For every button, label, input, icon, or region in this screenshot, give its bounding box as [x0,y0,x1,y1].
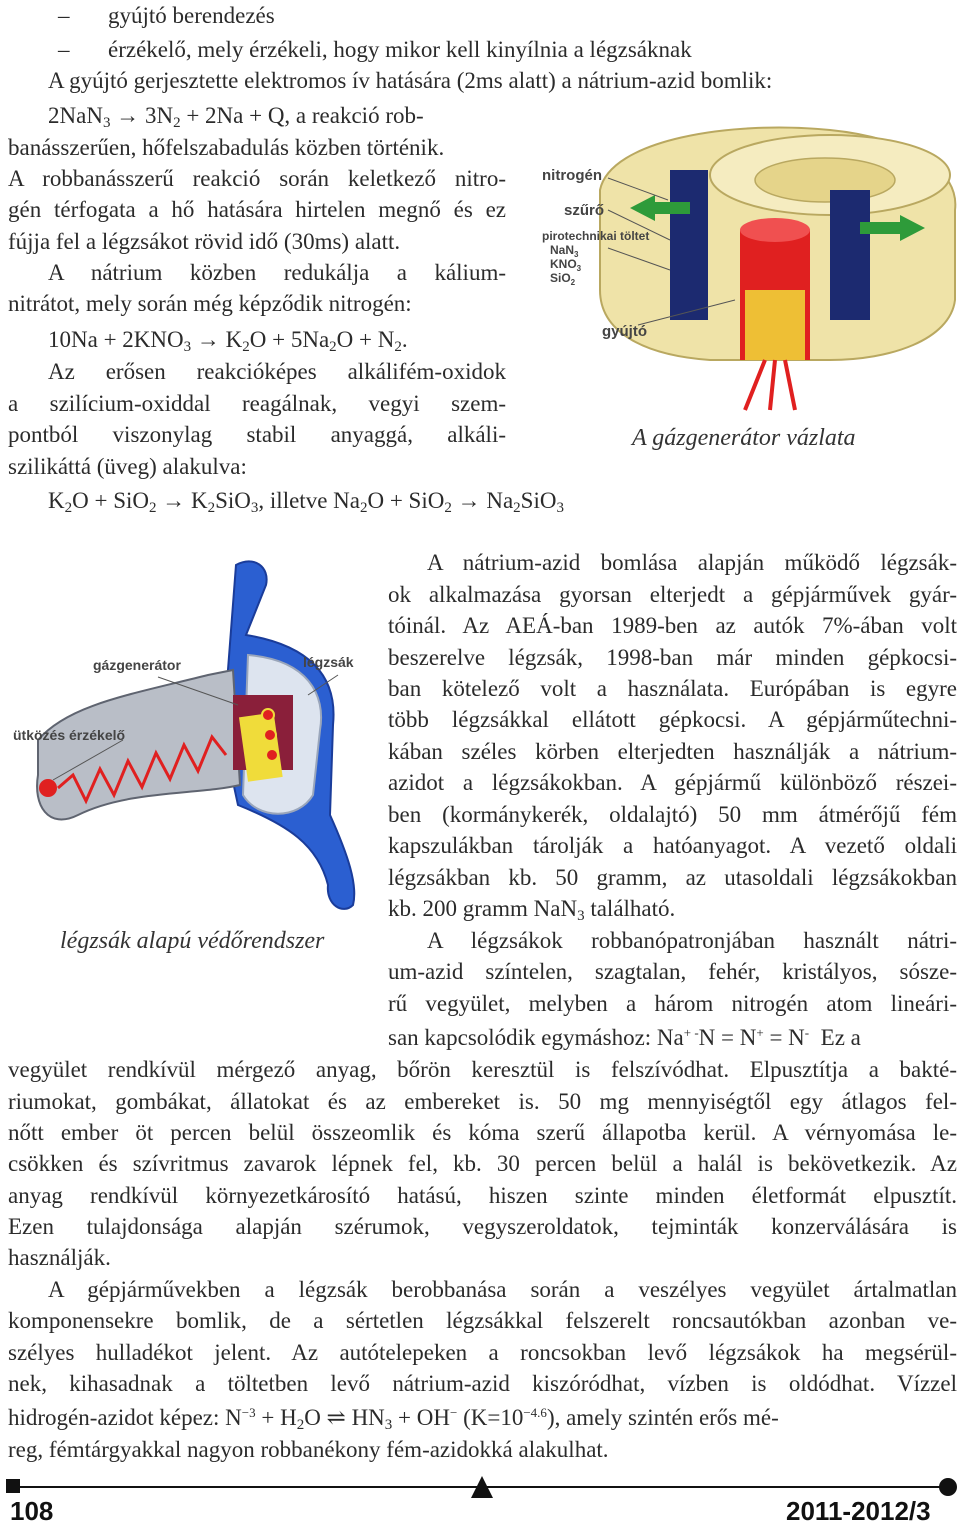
paragraph-line: nitrátot, mely során még képződik nitrogén: [8,291,412,316]
paragraph-line: anyag rendkívül környezetkárosító hatású, hiszen szinte minden életformát elpusztít. [8,1183,957,1208]
paragraph-line-hydrolysis: hidrogén-azidot képez: $N^{-3} + H_2O$ ⇌ $HN_3 + OH^-$ $(K=10^{-4.6})$, amely szintén erős mé- [8,1405,779,1433]
paragraph-line: A nátrium közben redukálja a kálium- [48,260,506,285]
label-nitrogen: nitrogén [542,167,602,184]
label-pyrotechnic-charge: pirotechnikai töltet [542,229,650,243]
airbag-system-figure [8,555,383,925]
list-item: – [58,3,70,28]
filter-left [670,170,708,320]
list-item: – [58,37,70,62]
paragraph-line: A gépjárművekben a légzsák berobbanása során a veszélyes vegyület ártalmatlan [48,1277,957,1302]
paragraph-line: gén térfogata a hő hatására hirtelen megnő és ez [8,197,506,222]
paragraph-line: Az erősen reakcióképes alkálifém-oxidok [48,359,506,384]
paragraph-line: banásszerűen, hőfelszabadulás közben történik. [8,135,445,160]
paragraph-line: A nátrium-azid bomlása alapján működő légzsák- [427,550,957,575]
paragraph-line: nőtt ember öt percen belül összeomlik és kóma szerű állapotba kerül. A vérnyomása le- [8,1120,957,1145]
charge-yellow [745,290,805,360]
paragraph-line: kában széles körben elterjedten használják a nátrium- [388,739,957,764]
generator-top-inner [755,158,895,202]
paragraph-line: a szilícium-oxiddal reagálnak, vegyi szem- [8,391,506,416]
paragraph-line: azidot a légzsákokban. A gépjármű különböző részei- [388,770,957,795]
figure1-caption: A gázgenerátor vázlata [632,425,856,451]
paragraph-line: tóinál. Az AEÁ-ban 1989-ben az autók 7%-ában volt [388,613,957,638]
paragraph-line: csökken és szívritmus zavarok lépnek fel, kb. 30 percen belül a halál is bekövetkezik. Az [8,1151,957,1176]
paragraph-line: légzsákban kb. 50 gramm, az utasoldali légzsákokban [388,865,957,890]
paragraph-line: riumokat, gombákat, állatokat és az embereket is. 50 mg mennyiségtől egy átlagos fel- [8,1089,957,1114]
paragraph-line: ban kötelező volt a használata. Európában is egyre [388,676,957,701]
label-gas-generator: gázgenerátor [93,657,181,673]
paragraph-line: Ezen tulajdonsága alapján szérumok, vegyszeroldatok, tejminták konzerválására is [8,1214,957,1239]
paragraph-line: több légzsákkal ellátott gépkocsi. A gépjárműtechni- [388,707,957,732]
paragraph-line: A robbanásszerű reakció során keletkező nitro- [8,166,506,191]
paragraph-line: kapszulákban tárolják a hatóanyagot. A vezető oldali [388,833,957,858]
paragraph-line: kb. 200 gramm NaN$_3$ található. [388,896,676,924]
paragraph-line: használják. [8,1245,111,1270]
paragraph-line: ok alkalmazása gyorsan elterjedt a gépjárművek gyár- [388,582,957,607]
paragraph-line: komponensekre bomlik, de a sértetlen légzsákkal felszerelt roncsautókban azonban ve- [8,1308,957,1333]
list-item-text: gyújtó berendezés [108,3,275,28]
footer-circle-icon [939,1478,957,1496]
igniter-wires [745,360,795,410]
footer-square-icon [6,1479,20,1493]
paragraph-line: beszerelve légzsák, 1998-ban már minden gépkocsi- [388,645,957,670]
paragraph-line: nek, kihasadnak a töltetben levő nátrium-azid kiszóródhat, vízben is oldódhat. Vízzel [8,1371,957,1396]
label-nan3: NaN$_3$ [550,243,579,259]
paragraph-line: um-azid színtelen, szagtalan, fehér, kristályos, sósze- [388,959,957,984]
paragraph-line: A gyújtó gerjesztette elektromos ív hatására (2ms alatt) a nátrium-azid bomlik: [48,68,773,93]
label-crash-sensor: ütközés érzékelő [13,727,126,743]
paragraph-line: ben (kormánykerék, oldalajtó) 50 mm átmérőjű fém [388,802,957,827]
label-kno3: $KNO_3$ [550,257,582,273]
paragraph-line: A légzsákok robbanópatronjában használt nátri- [427,928,957,953]
label-filter: szűrő [564,202,605,219]
figure2-caption: légzsák alapú védőrendszer [60,928,325,954]
equation-sodium-reduction: $10Na + 2KNO_3 \to K_2O + 5Na_2O + N_2$. [48,327,408,355]
label-airbag: légzsák [303,654,354,670]
paragraph-line: vegyület rendkívül mérgező anyag, bőrön keresztül is felszívódhat. Elpusztítja a bakté- [8,1057,957,1082]
paragraph-line: pontból viszonylag stabil anyaggá, alkáli- [8,422,506,447]
crash-sensor [39,779,57,797]
paragraph-line: szélyes hulladékot jelent. Az autótelepeken a roncsokban levő légzsákok ha megsérül- [8,1340,957,1365]
filter-right [830,190,870,320]
issue-number: 2011-2012/3 [786,1496,931,1526]
paragraph-line-azide-structure: san kapcsolódik egymáshoz: Na+ -N = N+ = N- Ez a [388,1025,861,1050]
label-sio2: SiO$_2$ [550,271,576,287]
equation-nan3-decomposition: $2NaN_3 \to 3N_2 + 2Na + Q$, a reakció rob- [48,103,424,131]
paragraph-line: fújja fel a légzsákot rövid idő (30ms) alatt. [8,229,401,254]
paragraph-line: reg, fémtárgyakkal nagyon robbanékony fém-azidokká alakulhat. [8,1437,609,1462]
page-number: 108 [10,1496,54,1526]
gas-generator-figure [530,120,960,420]
ignition-chamber-top [740,218,810,242]
label-igniter: gyújtó [602,323,647,340]
equation-silicate-formation: $K_2O + SiO_2 \to K_2SiO_3$, illetve $Na_2O + SiO_2 \to Na_2SiO_3$ [48,488,564,516]
paragraph-line: szilikáttá (üveg) alakulva: [8,454,247,479]
list-item-text: érzékelő, mely érzékeli, hogy mikor kell kinyílnia a légzsáknak [108,37,692,62]
paragraph-line: rű vegyület, melyben a három nitrogén atom lineári- [388,991,957,1016]
